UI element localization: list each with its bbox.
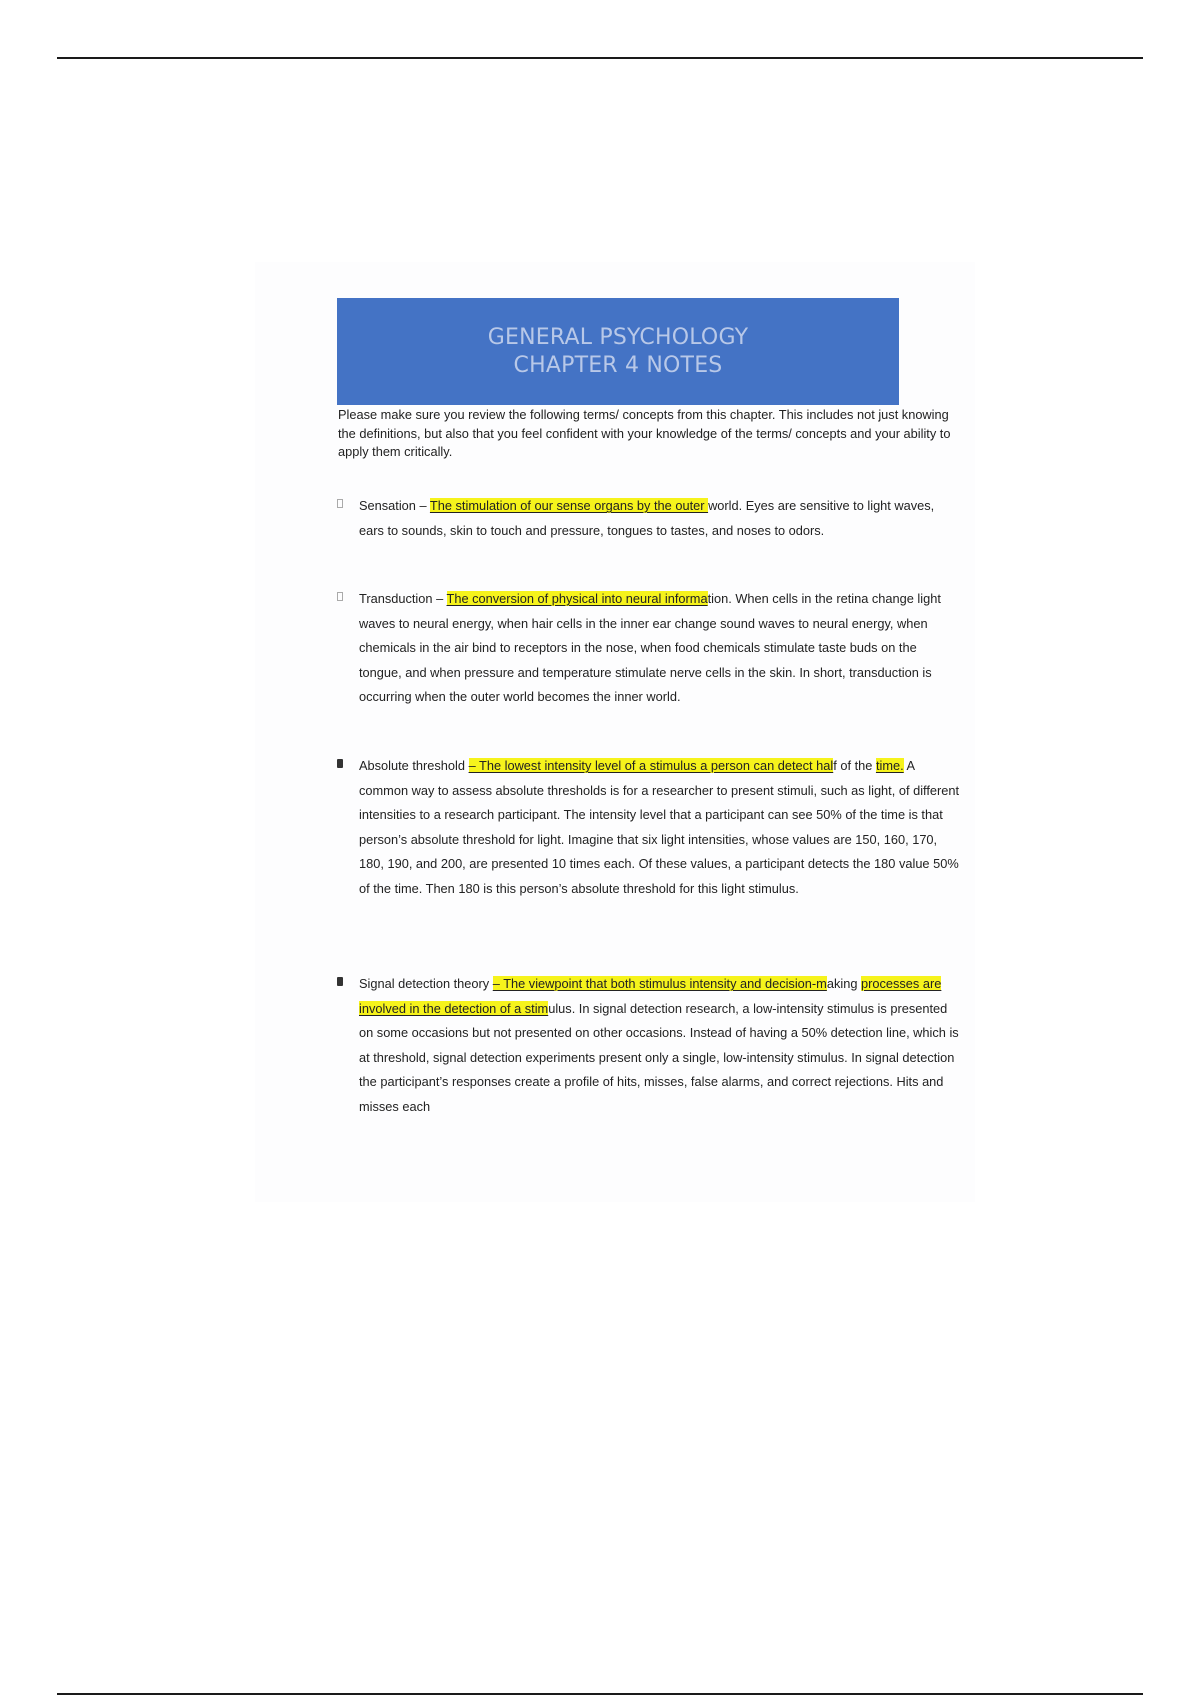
term-explanation: A common way to assess absolute thresholds is for a researcher to present stimuli, such as light, of different intensities to a research participant. The intensity level that a participant can see 50% of the time is that person’s absolute threshold for light. Imagine that six light intensities, whose values are 150, 160, 170, 180, 190, and 200, are presented 10 times each. Of these values, a participant detects the 180 value 50% of the time. Then 180 is this person’s absolute threshold for this light stimulus.: [359, 758, 960, 896]
term-paragraph: [359, 494, 961, 543]
highlighted-definition: The stimulation of our sense organs by the outer: [429, 498, 709, 513]
bottom-rule: [57, 1693, 1143, 1695]
term-paragraph: [359, 754, 961, 901]
term-continuation: aking: [826, 976, 861, 991]
term-signal-detection-theory: [337, 972, 961, 1119]
term-dash: –: [432, 591, 447, 606]
highlighted-definition: The conversion of physical into neural informa: [446, 591, 708, 606]
hollow-bullet-icon: [337, 592, 343, 601]
highlighted-definition: – The viewpoint that both stimulus intensity and decision-m: [492, 976, 827, 991]
term-sensation: [337, 494, 961, 543]
term-name: Signal detection theory: [359, 976, 490, 991]
term-name: Sensation: [359, 498, 416, 513]
term-transduction: [337, 587, 961, 710]
title-banner: [337, 298, 899, 405]
filled-bullet-icon: [337, 977, 343, 986]
highlighted-definition-end: processes are involved in the detection of a stim: [359, 976, 942, 1016]
intro-paragraph: Please make sure you review the following terms/ concepts from this chapter. This includes not just knowing the definitions, but also that you feel confident with your knowledge of the terms/ concepts and your ability to apply them critically.: [338, 407, 951, 459]
term-continuation: f of the: [833, 758, 876, 773]
term-paragraph: [359, 972, 961, 1119]
banner-title-line-1: GENERAL PSYCHOLOGY: [487, 324, 749, 350]
top-rule: [57, 57, 1143, 59]
term-name: Transduction: [359, 591, 433, 606]
term-name: Absolute threshold: [359, 758, 465, 773]
filled-bullet-icon: [337, 759, 343, 768]
term-paragraph: [359, 587, 961, 710]
highlighted-definition: – The lowest intensity level of a stimulus a person can detect hal: [468, 758, 834, 773]
banner-title-line-2: CHAPTER 4 NOTES: [513, 352, 723, 378]
term-absolute-threshold: [337, 754, 961, 901]
term-dash: –: [415, 498, 430, 513]
hollow-bullet-icon: [337, 499, 343, 508]
highlighted-definition-end: time.: [875, 758, 904, 773]
term-explanation: world. Eyes are sensitive to light waves, ears to sounds, skin to touch and pressure, tongues to tastes, and noses to odors.: [359, 498, 935, 538]
term-explanation: tion. When cells in the retina change light waves to neural energy, when hair cells in the inner ear change sound waves to neural energy, when chemicals in the air bind to receptors in the nose, when food chemicals stimulate taste buds on the tongue, and when pressure and temperature stimulate nerve cells in the skin. In short, transduction is occurring when the outer world becomes the inner world.: [359, 591, 941, 704]
term-explanation: ulus. In signal detection research, a low-intensity stimulus is presented on some occasions but not presented on other occasions. Instead of having a 50% detection line, which is at threshold, signal detection experiments present only a single, low-intensity stimulus. In signal detection the participant’s responses create a profile of hits, misses, false alarms, and correct rejections. Hits and misses each: [359, 1000, 959, 1114]
